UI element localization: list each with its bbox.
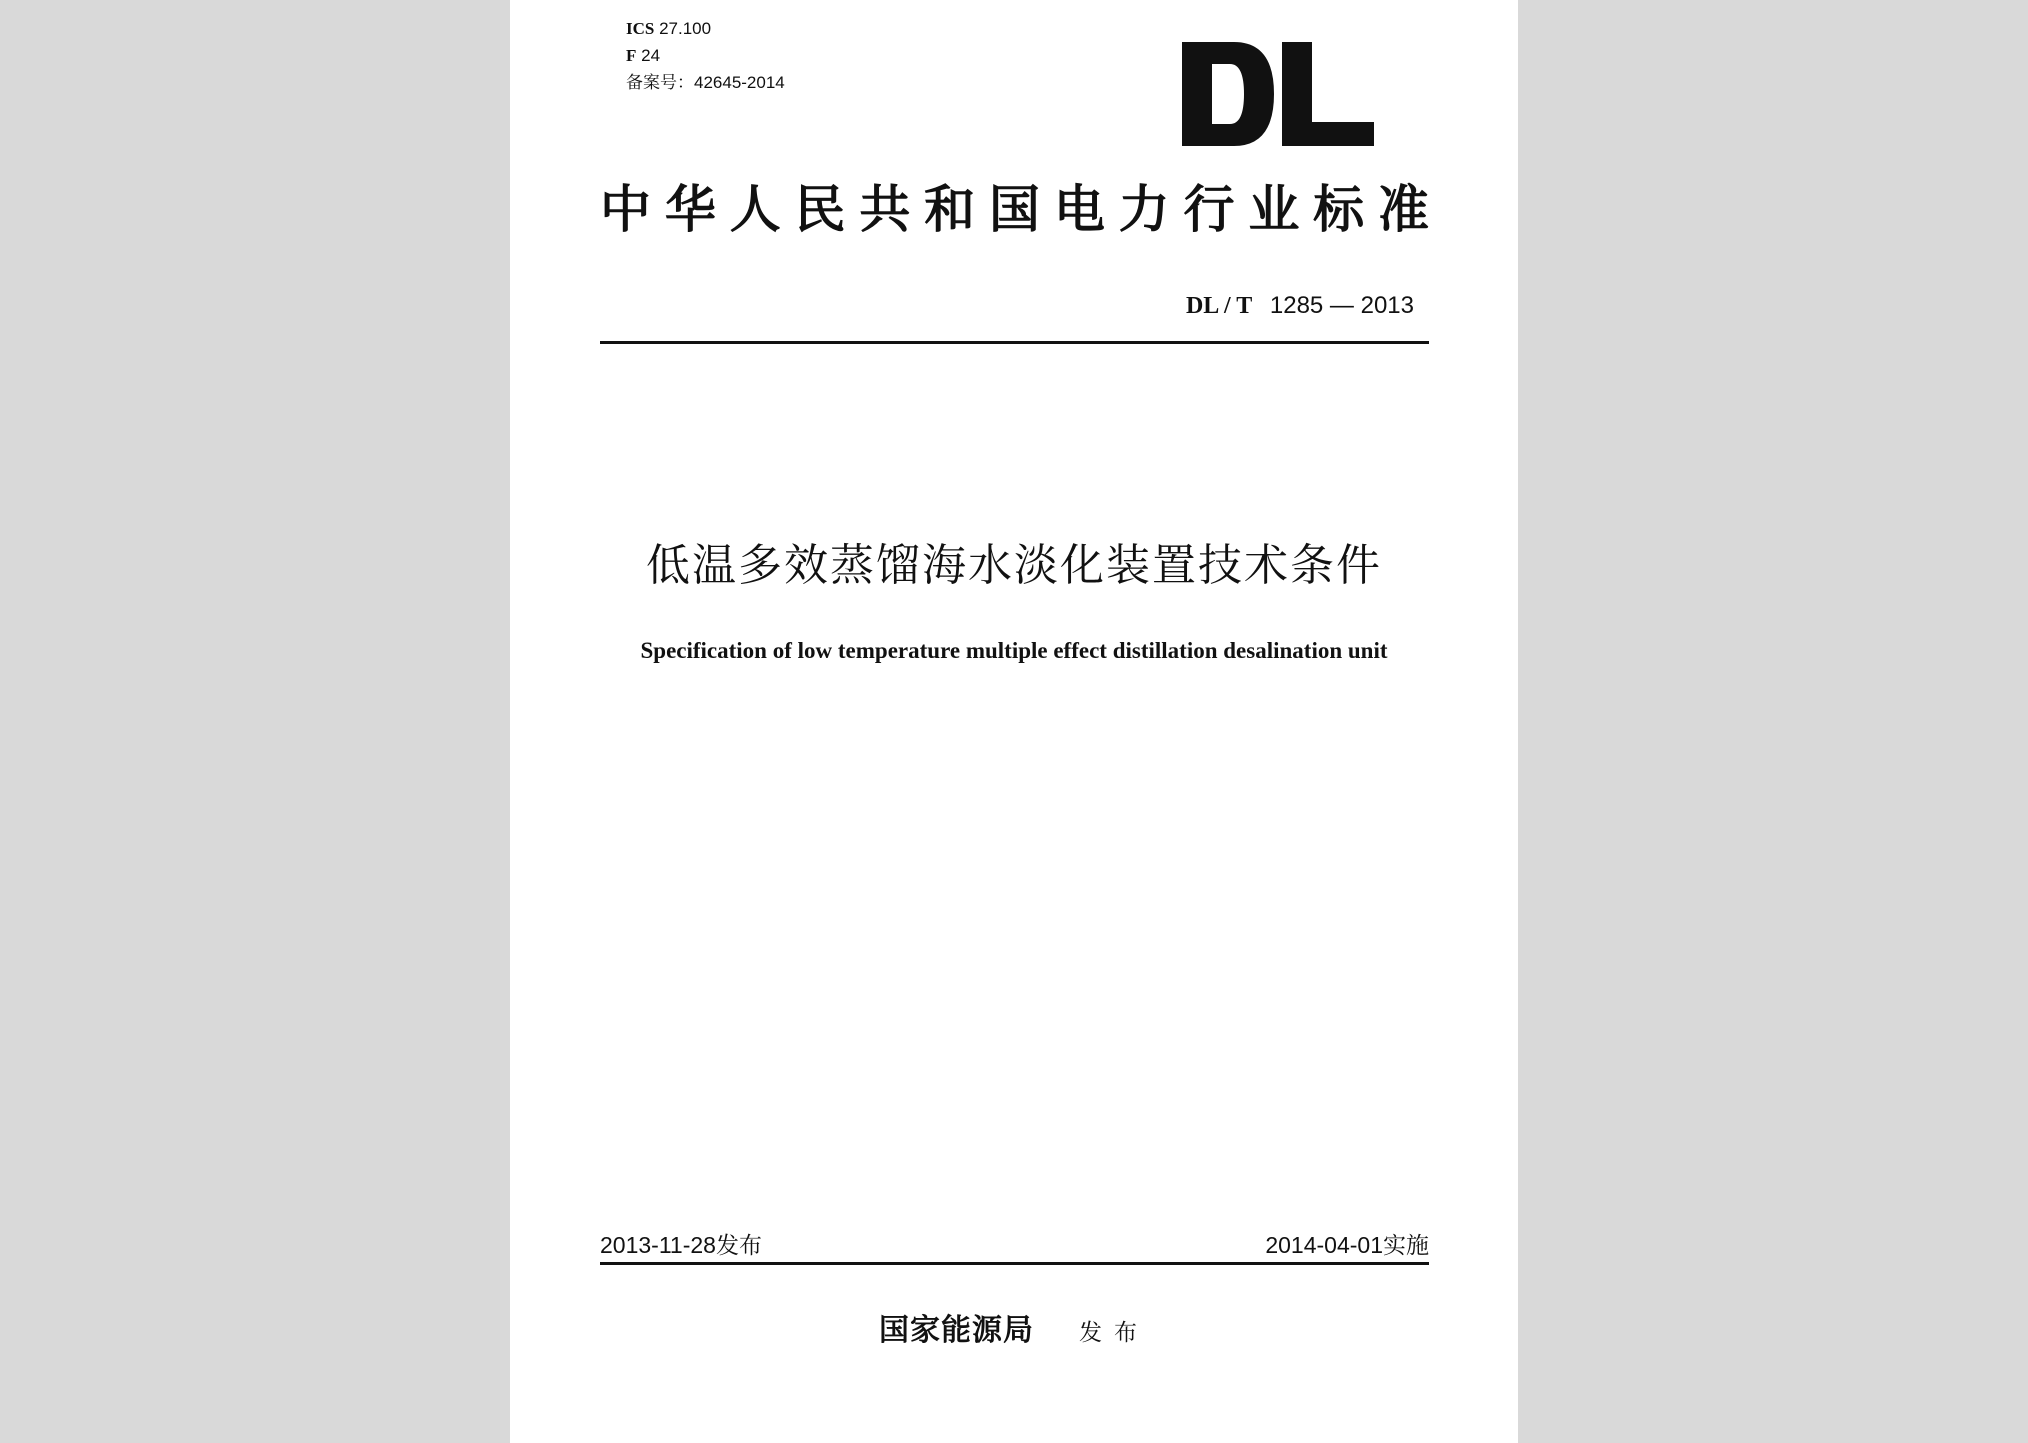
ics-label: ICS [626, 19, 655, 38]
ccs-code [626, 46, 660, 66]
filing-number: 备案号：42645-2014 [626, 73, 785, 92]
publisher-agency: 国家能源局 [878, 1313, 1034, 1348]
standard-code-number: 1285 — 2013 [1269, 292, 1414, 319]
header-divider [600, 341, 1429, 344]
ics-value: 27.100 [659, 19, 712, 38]
ccs-label: F [626, 46, 637, 65]
publisher-line [510, 1312, 1518, 1352]
dl-logo-letter-l [1282, 42, 1374, 146]
ccs-value: 24 [641, 46, 661, 65]
document-title-chinese: 低温多效蒸馏海水淡化装置技术条件 [646, 540, 1382, 591]
issuing-body-title: 中华人民共和国电力行业标准 [600, 180, 1430, 240]
standard-code-prefix: DL / T [1185, 293, 1253, 319]
footer-divider [600, 1262, 1429, 1265]
ics-code [626, 19, 711, 39]
document-page [510, 0, 1518, 1443]
implementation-date: 2014-04-01实施 [1265, 1232, 1429, 1258]
document-title-english: Specification of low temperature multiple effect distillation desalination unit [640, 638, 1388, 663]
dl-logo-letter-d [1182, 42, 1274, 146]
publisher-verb: 发布 [1079, 1320, 1150, 1346]
dl-logo [1182, 42, 1374, 146]
issue-date: 2013-11-28发布 [600, 1232, 762, 1258]
standard-code [1186, 290, 1414, 321]
